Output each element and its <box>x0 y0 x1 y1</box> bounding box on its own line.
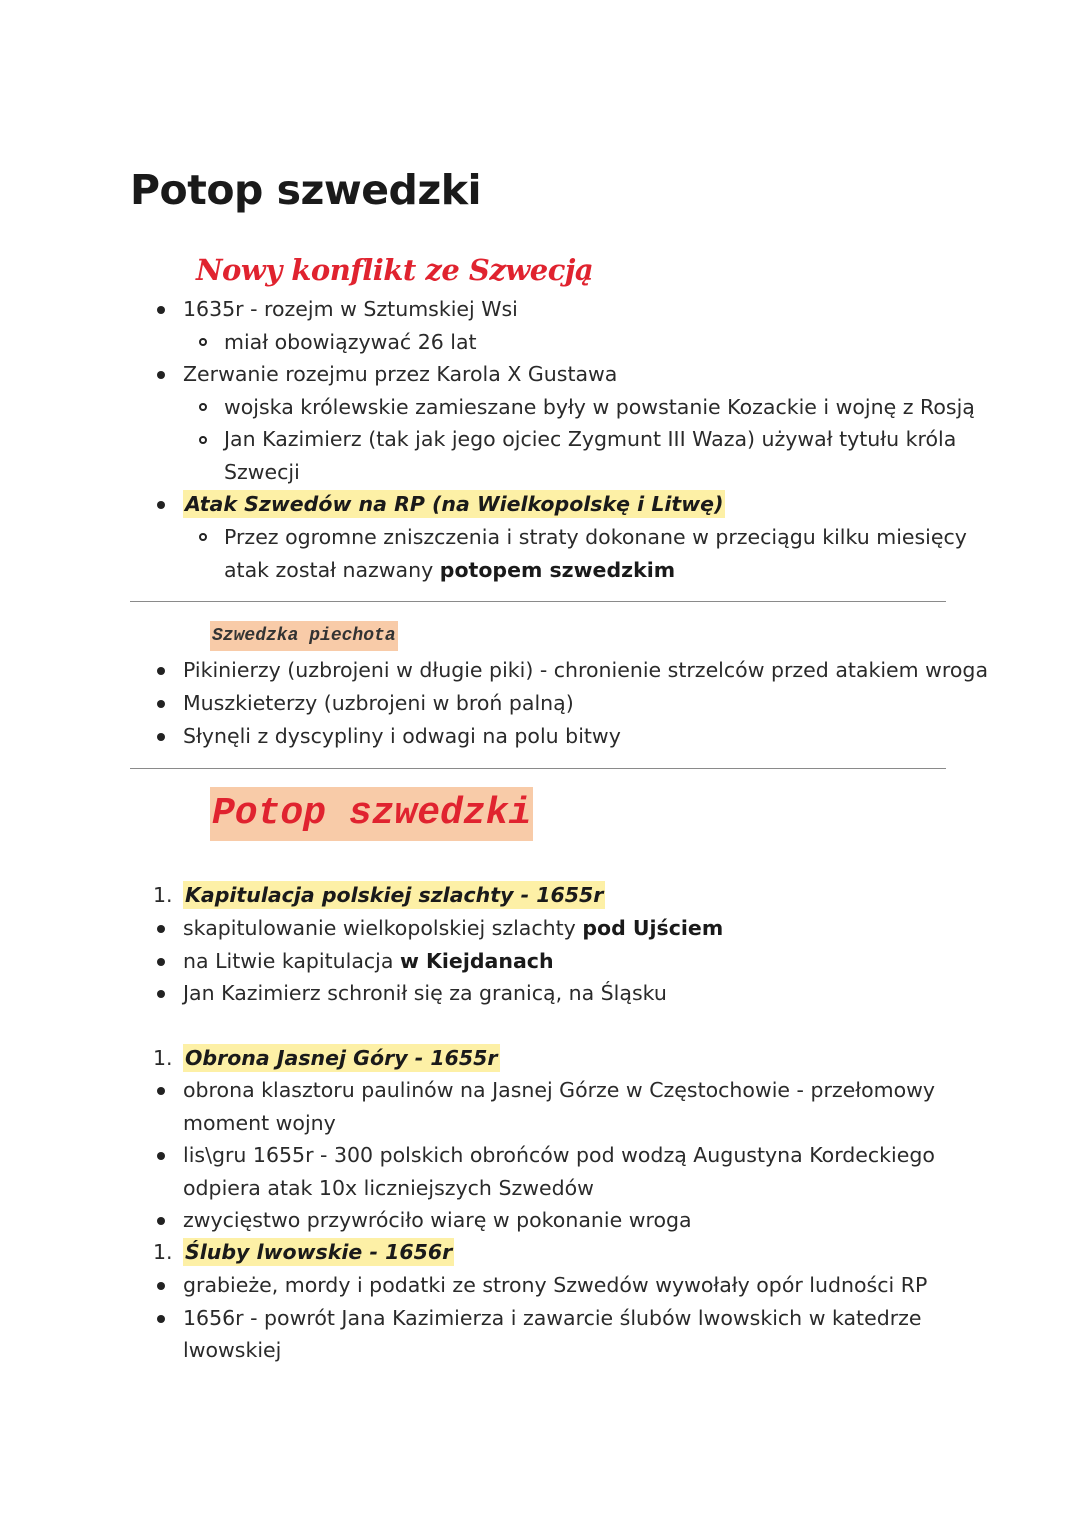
bold-text: w Kiejdanach <box>399 949 554 973</box>
bullet-icon <box>157 501 165 509</box>
bullet-icon <box>157 1315 165 1323</box>
list-item: Zerwanie rozejmu przez Karola X Gustawa <box>183 362 618 386</box>
bullet-icon <box>157 306 165 314</box>
list-item: Pikinierzy (uzbrojeni w długie piki) - chronienie strzelców przed atakiem wroga <box>183 658 989 682</box>
bullet-icon <box>157 700 165 708</box>
text-run: na Litwie kapitulacja <box>183 949 400 973</box>
list-item-continuation: lwowskiej <box>183 1338 282 1362</box>
list-item: lis\gru 1655r - 300 polskich obrońców pod wodzą Augustyna Kordeckiego <box>183 1143 935 1167</box>
sub-list-item-continuation <box>224 554 675 587</box>
bullet-icon <box>157 733 165 741</box>
bold-text: potopem szwedzkim <box>439 558 676 582</box>
sub-bullet-icon <box>199 338 207 346</box>
list-item: Muszkieterzy (uzbrojeni w broń palną) <box>183 691 574 715</box>
numbered-item-highlighted <box>183 1236 454 1269</box>
list-item: Słynęli z dyscypliny i odwagi na polu bitwy <box>183 724 621 748</box>
highlight-text: Atak Szwedów na RP (na Wielkopolskę i Litwę) <box>185 492 724 516</box>
section-heading-new-conflict: Nowy konflikt ze Szwecją <box>196 253 594 287</box>
sub-bullet-icon <box>199 403 207 411</box>
list-item-continuation: moment wojny <box>183 1111 336 1135</box>
list-number: 1. <box>153 883 173 907</box>
bullet-icon <box>157 667 165 675</box>
list-item-highlighted <box>183 488 725 521</box>
bold-text: pod Ujściem <box>582 916 724 940</box>
highlight-text: Śluby lwowskie - 1656r <box>185 1240 453 1264</box>
bullet-icon <box>157 1152 165 1160</box>
bullet-icon <box>157 958 165 966</box>
sub-list-item: miał obowiązywać 26 lat <box>224 330 477 354</box>
bullet-icon <box>157 371 165 379</box>
section-heading-swedish-infantry: Szwedzka piechota <box>210 621 398 651</box>
list-item: 1656r - powrót Jana Kazimierza i zawarcie ślubów lwowskich w katedrze <box>183 1306 922 1330</box>
sub-list-item: Jan Kazimierz (tak jak jego ojciec Zygmunt III Waza) używał tytułu króla <box>224 427 957 451</box>
bullet-icon <box>157 1217 165 1225</box>
list-item-continuation: odpiera atak 10x liczniejszych Szwedów <box>183 1176 594 1200</box>
list-item: 1635r - rozejm w Sztumskiej Wsi <box>183 297 518 321</box>
highlight-text: Kapitulacja polskiej szlachty - 1655r <box>185 883 604 907</box>
section-heading-deluge: Potop szwedzki <box>210 787 533 841</box>
sub-bullet-icon <box>199 436 207 444</box>
list-number: 1. <box>153 1240 173 1264</box>
divider <box>130 768 946 769</box>
sub-list-item-continuation: Szwecji <box>224 460 300 484</box>
list-number: 1. <box>153 1046 173 1070</box>
sub-list-item: Przez ogromne zniszczenia i straty dokonane w przeciągu kilku miesięcy <box>224 525 967 549</box>
numbered-item-highlighted <box>183 1042 500 1075</box>
list-item <box>183 945 554 978</box>
text-run: atak został nazwany <box>224 558 440 582</box>
list-item: obrona klasztoru paulinów na Jasnej Górze w Częstochowie - przełomowy <box>183 1078 936 1102</box>
highlight-text: Obrona Jasnej Góry - 1655r <box>185 1046 498 1070</box>
page-title: Potop szwedzki <box>130 166 482 214</box>
sub-list-item: wojska królewskie zamieszane były w powstanie Kozackie i wojnę z Rosją <box>224 395 975 419</box>
list-item <box>183 912 723 945</box>
text-run: skapitulowanie wielkopolskiej szlachty <box>183 916 583 940</box>
bullet-icon <box>157 925 165 933</box>
list-item: grabieże, mordy i podatki ze strony Szwedów wywołały opór ludności RP <box>183 1273 928 1297</box>
bullet-icon <box>157 1087 165 1095</box>
numbered-item-highlighted <box>183 879 605 912</box>
list-item: Jan Kazimierz schronił się za granicą, na Śląsku <box>183 981 667 1005</box>
bullet-icon <box>157 990 165 998</box>
bullet-icon <box>157 1282 165 1290</box>
sub-bullet-icon <box>199 533 207 541</box>
list-item: zwycięstwo przywróciło wiarę w pokonanie wroga <box>183 1208 692 1232</box>
divider <box>130 601 946 602</box>
